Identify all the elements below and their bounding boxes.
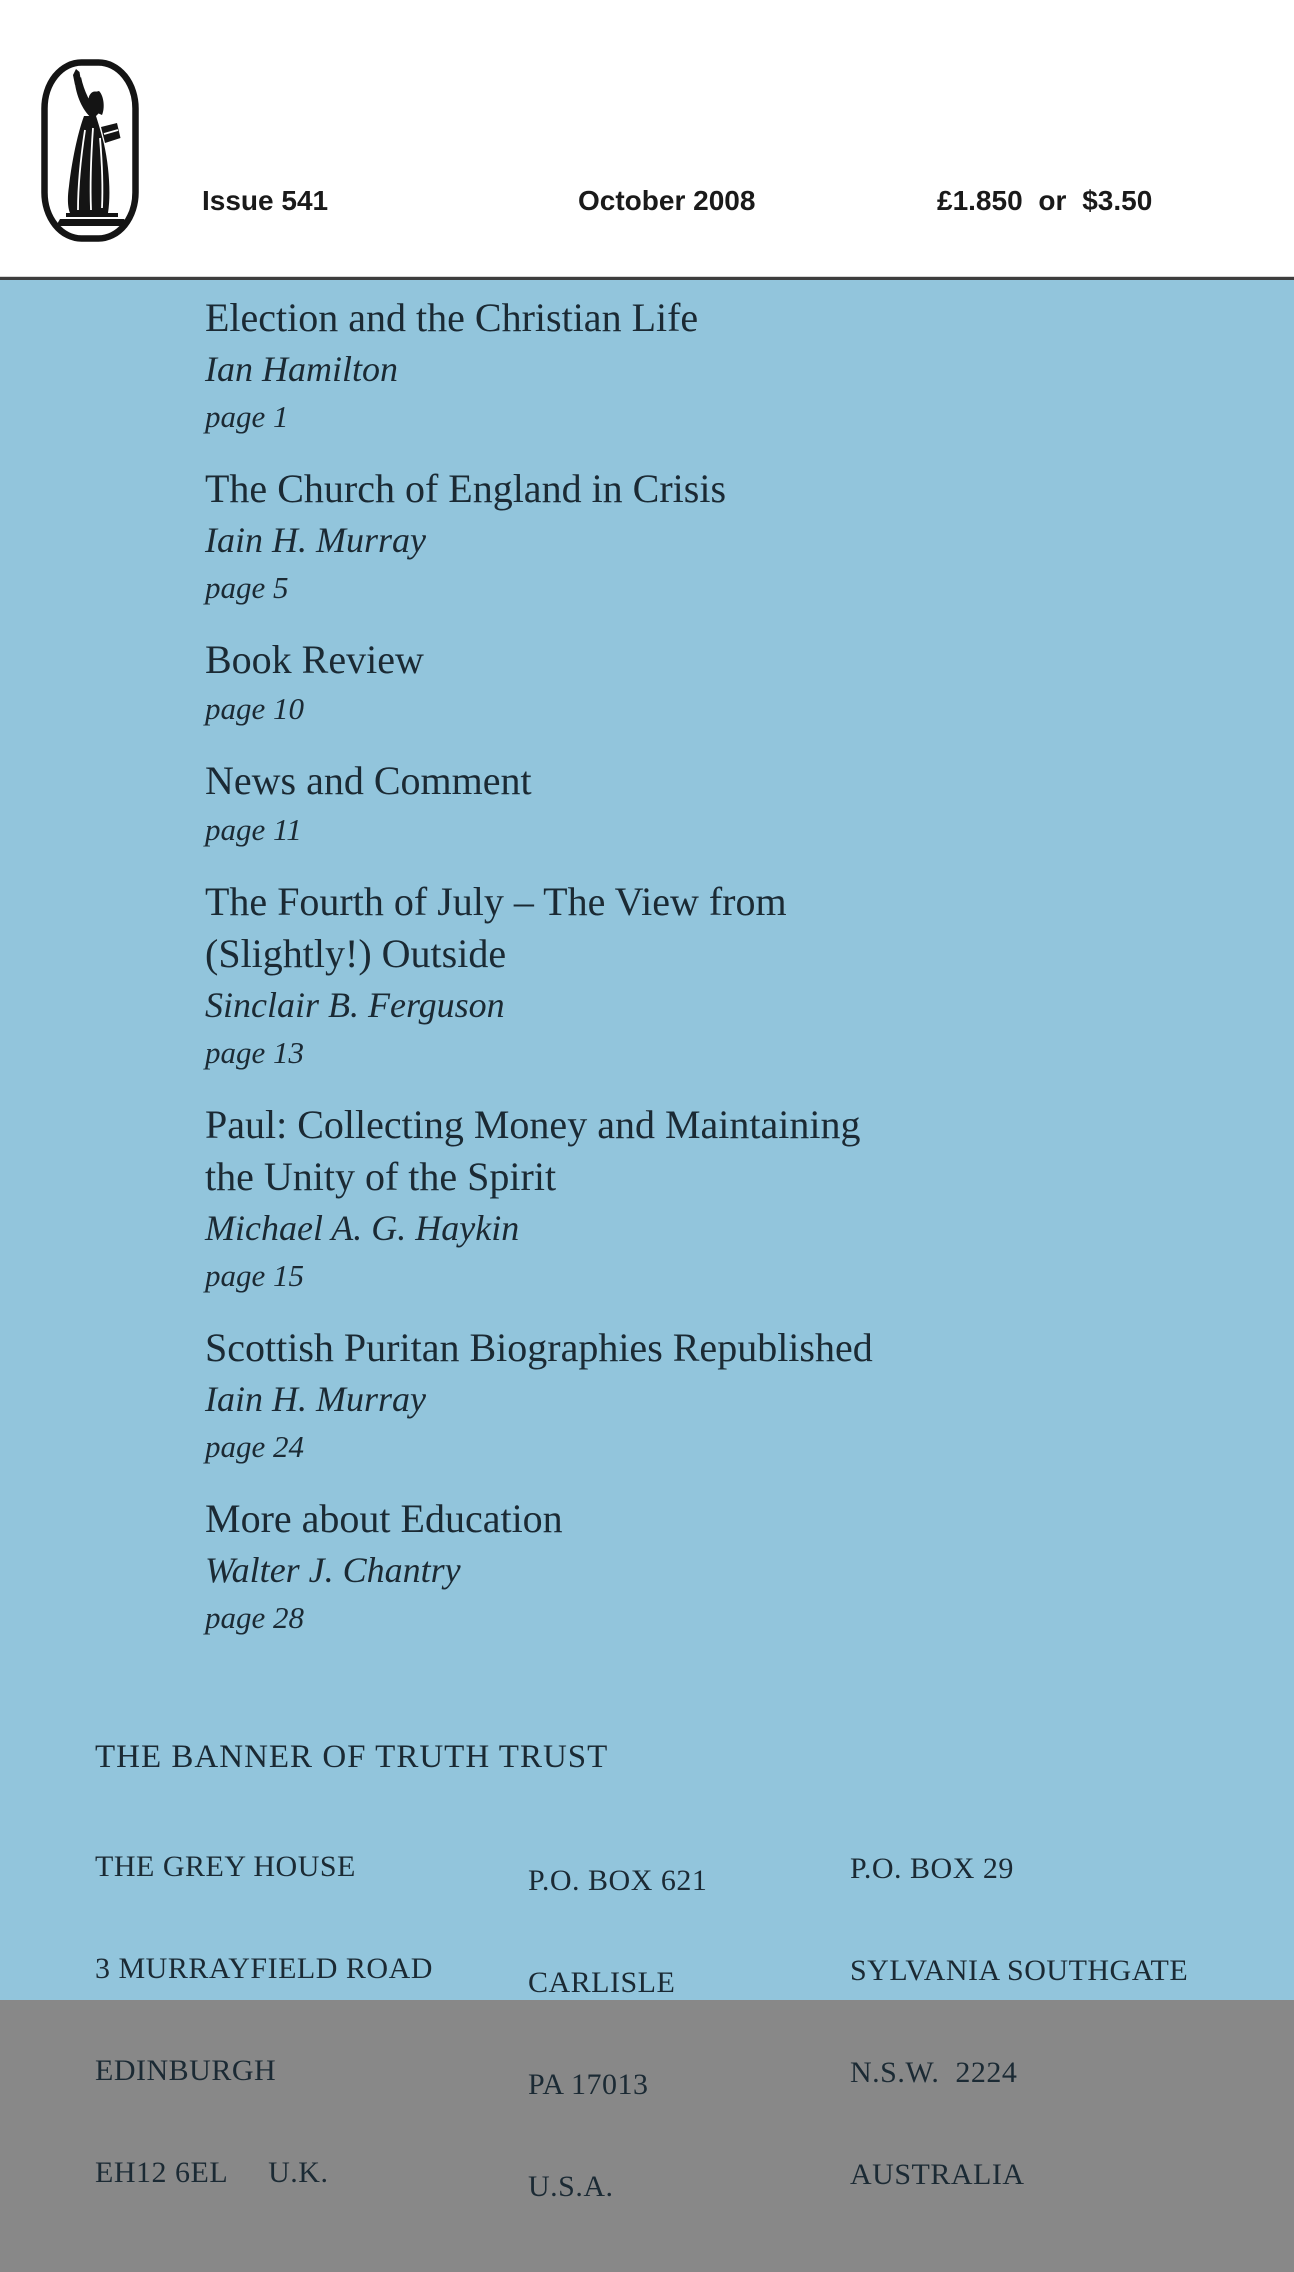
article-author: Walter J. Chantry (205, 1550, 461, 1590)
address-column-australia (850, 1784, 1188, 2260)
article-title (205, 1322, 1244, 1374)
article-page-ref: page 28 (205, 1600, 305, 1635)
article-title (205, 463, 1244, 515)
address-line: AUSTRALIA (850, 2158, 1025, 2191)
article-title (205, 634, 1244, 686)
organisation-name: THE BANNER OF TRUTH TRUST (95, 1739, 609, 1775)
article-author: Sinclair B. Ferguson (205, 985, 505, 1025)
article-title (205, 1493, 1244, 1545)
article-author: Iain H. Murray (205, 1379, 426, 1419)
article-title (205, 876, 1244, 980)
toc-entry (205, 1493, 1244, 1640)
article-page-ref: page 15 (205, 1258, 305, 1293)
address-line: N.S.W. 2224 (850, 2056, 1018, 2089)
toc-entry (205, 755, 1244, 852)
article-author: Michael A. G. Haykin (205, 1208, 520, 1248)
article-title-line: The Fourth of July – The View from (205, 879, 787, 924)
article-author: Ian Hamilton (205, 349, 398, 389)
article-title-line: Scottish Puritan Biographies Republished (205, 1325, 873, 1370)
article-page-ref: page 11 (205, 812, 302, 847)
address-line: PA 17013 (528, 2068, 649, 2101)
article-title-line: Election and the Christian Life (205, 295, 699, 340)
address-column-uk (95, 1782, 433, 2258)
address-line: EH12 6EL U.K. (95, 2156, 329, 2189)
toc-entry (205, 1322, 1244, 1469)
article-title (205, 755, 1244, 807)
article-page-ref: page 10 (205, 691, 305, 726)
article-title-line: Paul: Collecting Money and Maintaining (205, 1102, 861, 1147)
article-page-ref: page 24 (205, 1429, 305, 1464)
toc-entry (205, 463, 1244, 610)
issue-number-label: Issue 541 (202, 185, 329, 216)
issue-date-label: October 2008 (578, 185, 756, 216)
toc-entry (205, 634, 1244, 731)
price-label: £1.850 or $3.50 (937, 185, 1153, 216)
article-page-ref: page 1 (205, 399, 289, 434)
address-column-usa (528, 1796, 707, 2272)
article-author: Iain H. Murray (205, 520, 426, 560)
preacher-statue-logo-icon (40, 58, 140, 243)
address-line: P.O. BOX 621 (528, 1864, 708, 1897)
article-title-line: News and Comment (205, 758, 532, 803)
toc-entry (205, 292, 1244, 439)
article-page-ref: page 13 (205, 1035, 305, 1070)
address-line: 3 MURRAYFIELD ROAD (95, 1952, 433, 1985)
contents-panel (0, 280, 1294, 2203)
masthead-header (0, 0, 1294, 276)
address-line: EDINBURGH (95, 2054, 277, 2087)
article-title-line: the Unity of the Spirit (205, 1154, 557, 1199)
article-title (205, 292, 1244, 344)
toc-entry (205, 1099, 1244, 1298)
article-title-line: (Slightly!) Outside (205, 931, 507, 976)
article-title-line: The Church of England in Crisis (205, 466, 727, 511)
address-line: P.O. BOX 29 (850, 1852, 1014, 1885)
address-line: CARLISLE (528, 1966, 676, 1999)
address-line: SYLVANIA SOUTHGATE (850, 1954, 1189, 1987)
article-title-line: More about Education (205, 1496, 563, 1541)
article-page-ref: page 5 (205, 570, 289, 605)
article-title (205, 1099, 1244, 1203)
toc-entry (205, 876, 1244, 1075)
article-title-line: Book Review (205, 637, 424, 682)
address-line: U.S.A. (528, 2170, 614, 2203)
publisher-footer (95, 1736, 1244, 2203)
address-line: THE GREY HOUSE (95, 1850, 356, 1883)
